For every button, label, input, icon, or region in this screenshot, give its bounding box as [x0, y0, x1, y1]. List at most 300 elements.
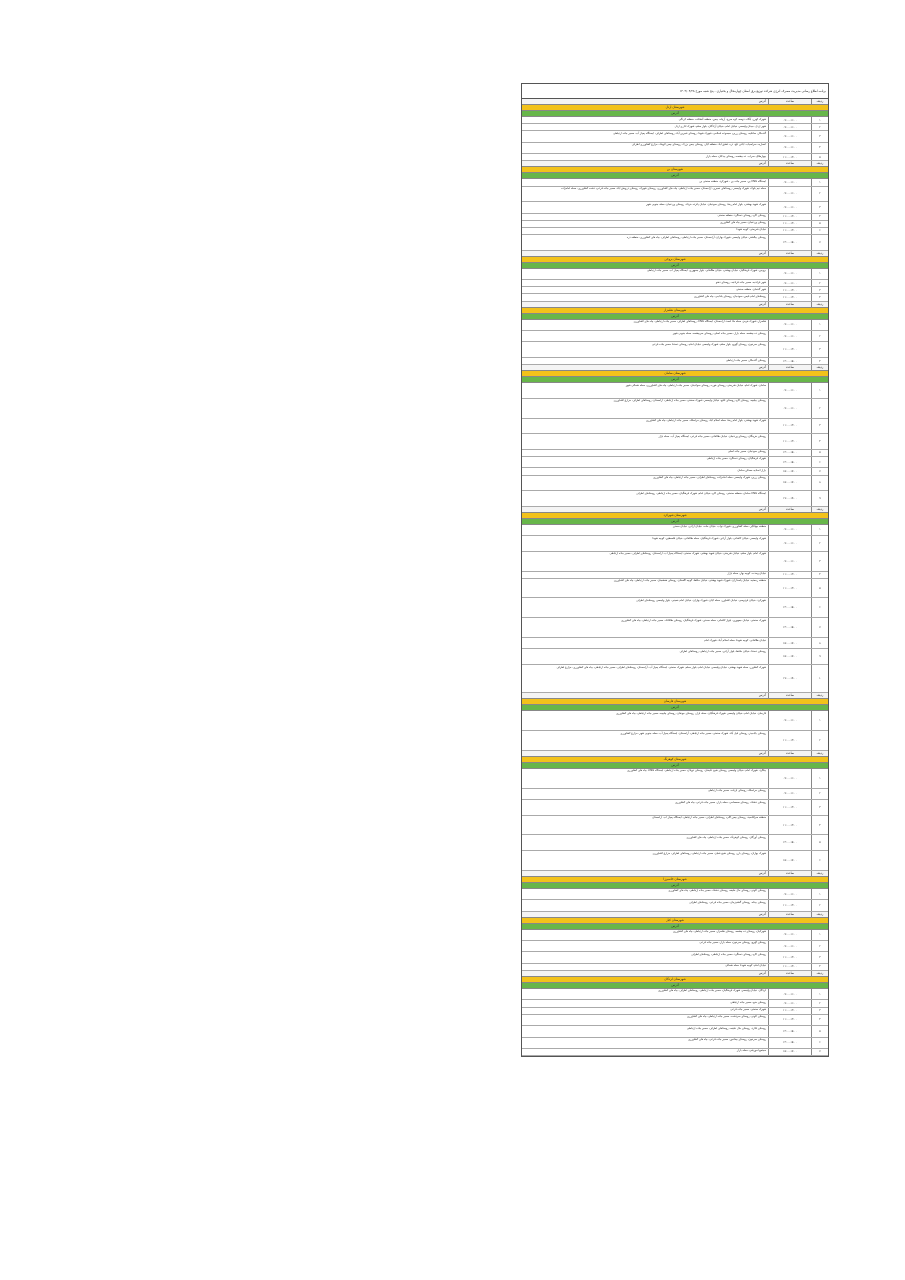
outage-time: ۱۱:۰۰-۱۳:۰۰: [768, 800, 811, 815]
address-subheader: آدرس: [522, 173, 828, 179]
affected-areas: روستاهای امام قیس، سودجان، روستای بلداجی، چاه های کشاورزی: [693, 294, 766, 298]
district-block: [522, 251, 828, 302]
table-row: [522, 131, 828, 142]
table-row: [522, 618, 828, 638]
header-row-number: ردیف: [811, 302, 828, 307]
header-row-number: ردیف: [811, 693, 828, 698]
affected-areas: روستای آلونی، روستای مال خلیفه، روستای دشتک، مسیر جاده ارتباطی، چاه های کشاورزی: [668, 889, 766, 893]
header-row-number: ردیف: [811, 871, 828, 876]
outage-time: ۱۱:۰۰-۱۳:۰۰: [768, 287, 811, 293]
table-row: [522, 579, 828, 599]
outage-time: ۰۹:۰۰-۱۱:۰۰: [768, 320, 811, 330]
outage-time: ۰۹:۰۰-۱۱:۰۰: [768, 117, 811, 123]
affected-areas: منطقه جهانگیر، محله کشاورزی، شهرک نواب، خیابان ملت، خیابان آزادی، خیابان سعدی: [672, 525, 766, 529]
outage-time: ۰۹:۰۰-۱۱:۰۰: [768, 930, 811, 940]
affected-areas: شهر فرادنبه، مسیر جاده فرادنبه، روستای دهنو: [715, 280, 766, 284]
outage-time: ۰۹:۰۰-۱۱:۰۰: [768, 143, 811, 153]
district-name: شهرستان لردگان: [522, 977, 828, 983]
affected-areas: شهر اردل، میدان ولیعصر، خیابان امام، خیابان آزادگان، بلوار معلم، شهرک اداری اردل: [674, 124, 766, 128]
district-name: شهرستان کیار: [522, 918, 828, 924]
row-number: ۱: [811, 989, 828, 999]
header-row-number: ردیف: [811, 365, 828, 370]
outage-time: ۱۵:۰۰-۱۷:۰۰: [768, 468, 811, 474]
header-area: آدرس: [758, 693, 766, 698]
affected-areas: روستای ده چشمه، محله بازار، مسیر جاده اصلی، روستای سرچشمه، محله جنوبی شهر: [672, 331, 766, 335]
affected-areas: منطقه رحمتیه، خیابان پاسداران، شهرک شهید بهشتی، خیابان حافظ، کوچه گلستان، روستای هفشجان، مسیر جاده ارتباطی، چاه های کشاورزی: [613, 579, 766, 583]
row-number: ۱: [811, 383, 828, 398]
outage-time: ۱۱:۰۰-۱۳:۰۰: [768, 342, 811, 357]
district-block: [522, 161, 828, 250]
affected-areas: روستای آورگان، روستای کوهرنگ، مسیر جاده ارتباطی، چاه های کشاورزی: [686, 835, 766, 839]
table-row: [522, 769, 828, 789]
affected-areas: مجتمع آموزشی، محله بازار: [736, 1049, 766, 1053]
row-number: ۴: [811, 964, 828, 970]
row-number: ۲: [811, 187, 828, 202]
outage-time: ۱۱:۰۰-۱۳:۰۰: [768, 952, 811, 962]
table-row: [522, 331, 828, 342]
table-row: [522, 399, 828, 419]
district-name: شهرستان بروجن: [522, 257, 828, 263]
row-number: ۵: [811, 154, 828, 160]
row-number: ۲: [811, 399, 828, 418]
header-time: ساعت: [768, 693, 811, 698]
table-row: [522, 457, 828, 468]
row-number: ۱۰: [811, 665, 828, 692]
affected-areas: روستای دستنا، خیابان حافظ، بلوار آزادی، مسیر جاده ارتباطی، روستاهای اطراف: [679, 649, 766, 653]
table-row: [522, 342, 828, 358]
affected-areas: محله نیم بلوک، شهرک ولیعصر، روستاهای نصیری، آرامستان، مسیر جاده ارتباطی، چاه های کشاورزی، روستای شهرک، روستای درویش آباد، مسیر جاده فرعی، دشت کشاورزی، محله امامزاده: [561, 187, 766, 191]
district-name: شهرستان بن: [522, 167, 828, 173]
affected-areas: روستای سودجان، مسیر جاده اصلی: [727, 450, 766, 454]
table-row: [522, 731, 828, 751]
outage-time: ۰۹:۰۰-۱۱:۰۰: [768, 525, 811, 535]
row-number: ۷: [811, 468, 828, 474]
header-row-number: ردیف: [811, 912, 828, 917]
outage-time: ۱۱:۰۰-۱۳:۰۰: [768, 731, 811, 750]
header-area: آدرس: [758, 870, 766, 875]
header-row-number: ردیف: [811, 251, 828, 256]
address-subheader: آدرس: [522, 883, 828, 889]
affected-areas: شهر گندمان، منطقه صنعتی: [736, 287, 766, 291]
address-subheader: آدرس: [522, 924, 828, 930]
outage-time: ۰۹:۰۰-۱۱:۰۰: [768, 889, 811, 899]
row-number: ۲: [811, 941, 828, 951]
table-row: [522, 214, 828, 221]
affected-areas: روستای فلارد، روستای مال خلیفه، روستاهای اطراف، مسیر جاده ارتباطی: [686, 1026, 766, 1030]
affected-areas: شهرک کهرز، آبگاه، دوسه، کوه سرخ، آرپناه، چمن، منطقه آتشکده، منطقه کردگی: [678, 117, 766, 121]
row-number: ۵: [811, 221, 828, 227]
row-number: ۴: [811, 294, 828, 300]
row-number: ۱: [811, 269, 828, 279]
table-row: [522, 187, 828, 203]
table-row: [522, 117, 828, 124]
outage-time: ۱۵:۰۰-۱۷:۰۰: [768, 1049, 811, 1055]
header-row-number: ردیف: [811, 751, 828, 756]
table-row: [522, 491, 828, 507]
header-row-number: ردیف: [811, 507, 828, 512]
outage-time: ۱۱:۰۰-۱۳:۰۰: [768, 228, 811, 234]
row-number: ۴: [811, 1015, 828, 1025]
affected-areas: لردگان، خیابان ولیعصر، شهرک فرهنگیان، مسیر جاده ارتباطی، روستاهای اطراف، چاه های کشاورزی: [657, 989, 766, 993]
table-row: [522, 572, 828, 579]
district-name: شهرستان خانمیرزا: [522, 877, 828, 883]
outage-time: ۱۱:۰۰-۱۳:۰۰: [768, 434, 811, 449]
affected-areas: انصاریه، سرآسیاب، آبادی تلخ، دره عشق آباد، منطقه کیار، روستای چمن بزرگ، روستای چمن کوچک، مزارع کشاورزی اطراف: [631, 143, 766, 147]
affected-areas: شهرک شهید بهشتی، بلوار امام رضا، محله اسلام آباد، روستای مرغملک، مسیر جاده ارتباطی، چاه های کشاورزی: [645, 419, 766, 423]
address-subheader: آدرس: [522, 705, 828, 711]
outage-time: ۱۱:۰۰-۱۳:۰۰: [768, 1015, 811, 1025]
affected-areas: گندمکار، صادقیه، روستای زرین، مجموعه اسلامی، شهرک شهدا، روستای شیرین آباد، روستاهای اطراف، ایستگاه پمپاژ آب، مسیر جاده ارتباطی: [613, 131, 766, 135]
row-number: ۷: [811, 235, 828, 250]
table-row: [522, 154, 828, 161]
outage-time: ۱۳:۰۰-۱۵:۰۰: [768, 450, 811, 456]
outage-time: ۰۹:۰۰-۱۱:۰۰: [768, 331, 811, 341]
table-row: [522, 280, 828, 287]
affected-areas: روستای هرچگان، روستای وردنجان، خیابان طالقانی، مسیر جاده فرعی، ایستگاه پمپاژ آب، محله بازار: [658, 434, 766, 438]
district-block: [522, 912, 828, 971]
affected-areas: سامان، شهرک امام، خیابان شریعتی، روستای هوره، روستای سوادجان، مسیر جاده ارتباطی، چاه های کشاورزی، محله شمالی شهر: [625, 383, 766, 387]
outage-time: ۱۵:۰۰-۱۷:۰۰: [768, 638, 811, 648]
outage-time: ۱۱:۰۰-۱۳:۰۰: [768, 221, 811, 227]
affected-areas: شهرک صنعتی، مسیر جاده فرعی: [730, 1008, 766, 1012]
row-number: ۴: [811, 434, 828, 449]
outage-schedule-table: [521, 83, 829, 1057]
district-name: شهرستان سامان: [522, 371, 828, 377]
affected-areas: روستای سرخون، روستای چغاخور، مسیر جاده فرعی، چاه های کشاورزی: [687, 1038, 766, 1041]
row-number: ۲: [811, 536, 828, 551]
district-block: [522, 751, 828, 871]
row-number: ۳: [811, 287, 828, 293]
header-time: ساعت: [768, 365, 811, 370]
affected-areas: چلگرد، شهرک امام، خیابان ولیعصر، روستای شیخ علیخان، روستای دوپلان، مسیر جاده ارتباطی، ایستگاه CNG، چاه های کشاورزی: [627, 769, 766, 773]
header-area: آدرس: [758, 970, 766, 975]
row-number: ۵: [811, 835, 828, 850]
table-row: [522, 1038, 828, 1049]
outage-time: ۰۹:۰۰-۱۱:۰۰: [768, 202, 811, 212]
outage-time: ۱۳:۰۰-۱۵:۰۰: [768, 1038, 811, 1048]
header-time: ساعت: [768, 99, 811, 104]
row-number: ۵: [811, 450, 828, 456]
district-block: [522, 99, 828, 161]
table-row: [522, 269, 828, 280]
affected-areas: شهرکیان، روستای ده چشمه، روستای شلمزار، مسیر جاده ارتباطی، چاه های کشاورزی: [672, 930, 766, 934]
outage-time: ۱۱:۰۰-۱۳:۰۰: [768, 419, 811, 434]
outage-time: ۱۳:۰۰-۱۵:۰۰: [768, 835, 811, 850]
table-row: [522, 1026, 828, 1037]
affected-areas: روستای سرخون، روستای گهرو، بلوار معلم، شهرک ولیعصر، خیابان امام، روستای دستنا، مسیر جاده فرعی: [652, 342, 766, 346]
row-number: ۶: [811, 457, 828, 467]
row-number: ۱: [811, 117, 828, 123]
table-row: [522, 228, 828, 235]
address-subheader: آدرس: [522, 519, 828, 525]
table-row: [522, 468, 828, 475]
outage-time: ۰۹:۰۰-۱۱:۰۰: [768, 989, 811, 999]
row-number: ۱: [811, 525, 828, 535]
district-name: شهرستان شلمزار: [522, 308, 828, 314]
affected-areas: شهرک صنعتی، خیابان جمهوری، بلوار کاشانی، محله سعدی، شهرک فرهنگیان، روستای طاقانک، مسیر جاده ارتباطی، چاه های کشاورزی: [620, 618, 766, 622]
row-number: ۲: [811, 731, 828, 750]
header-time: ساعت: [768, 751, 811, 756]
table-row: [522, 434, 828, 450]
table-row: [522, 1015, 828, 1026]
schedule-body: [522, 99, 828, 1056]
table-row: [522, 450, 828, 457]
affected-areas: شلمزار، شهرک هرمز، محله ملا احمد، آرامستان، ایستگاه CNG، روستاهای اطراف، مسیر جاده ارتباطی، چاه های کشاورزی: [633, 320, 766, 324]
outage-time: ۰۹:۰۰-۱۱:۰۰: [768, 280, 811, 286]
header-time: ساعت: [768, 161, 811, 166]
affected-areas: بروجن، شهرک فرهنگیان، خیابان بهشتی، خیابان طالقانی، بلوار جمهوری، ایستگاه پمپاژ آب، مسیر جاده ارتباطی: [647, 269, 766, 273]
row-number: ۱: [811, 930, 828, 940]
outage-time: ۱۱:۰۰-۱۳:۰۰: [768, 579, 811, 598]
row-number: ۲: [811, 1000, 828, 1006]
header-area: آدرس: [758, 161, 766, 166]
outage-time: ۱۵:۰۰-۱۷:۰۰: [768, 476, 811, 491]
address-subheader: آدرس: [522, 111, 828, 117]
table-row: [522, 638, 828, 649]
district-name: شهرستان فارسان: [522, 699, 828, 705]
header-area: آدرس: [758, 506, 766, 511]
row-number: ۴: [811, 214, 828, 220]
district-name: شهرستان اردل: [522, 105, 828, 111]
affected-areas: روستای کاج، روستای دستگرد، منطقه صنعتی: [717, 214, 766, 218]
row-number: ۶: [811, 598, 828, 617]
affected-areas: شهرک کشاورز، محله شهید بهشتی، خیابان ولیعصر، خیابان امام، بلوار معلم، شهرک صنعتی، ایستگاه پمپاژ آب، آرامستان، روستاهای اطراف، مسیر جاده ارتباطی، چاه های کشاورزی، مزارع اطراف: [556, 665, 766, 669]
outage-time: ۰۹:۰۰-۱۱:۰۰: [768, 711, 811, 730]
row-number: ۲: [811, 331, 828, 341]
row-number: ۳: [811, 952, 828, 962]
table-row: [522, 202, 828, 213]
table-row: [522, 287, 828, 294]
affected-areas: چهارطاق، سراب، ده چشمه، روستای بیدکان، محله بازار: [705, 154, 766, 158]
table-row: [522, 221, 828, 228]
district-block: [522, 507, 828, 694]
outage-time: ۱۱:۰۰-۱۳:۰۰: [768, 154, 811, 160]
affected-areas: روستای چلیچه، روستای کاج، روستای نافچ، خیابان ولیعصر، شهرک صنعتی، مسیر جاده ارتباطی، آرامستان، روستاهای اطراف، مزارع کشاورزی: [613, 399, 766, 403]
district-name: شهرستان شهرکرد: [522, 513, 828, 519]
outage-time: ۰۹:۰۰-۱۱:۰۰: [768, 399, 811, 418]
table-row: [522, 900, 828, 911]
row-number: ۶: [811, 228, 828, 234]
outage-time: ۰۹:۰۰-۱۱:۰۰: [768, 552, 811, 571]
header-time: ساعت: [768, 251, 811, 256]
row-number: ۲: [811, 789, 828, 799]
outage-time: ۰۹:۰۰-۱۱:۰۰: [768, 187, 811, 202]
table-row: [522, 235, 828, 251]
table-row: [522, 835, 828, 851]
table-row: [522, 143, 828, 154]
row-number: ۱: [811, 769, 828, 788]
row-number: ۳: [811, 131, 828, 141]
table-row: [522, 789, 828, 800]
affected-areas: منطقه سرآقاسید، روستای چمن گلی، روستاهای اطراف، مسیر جاده ارتباطی، ایستگاه پمپاژ آب، آرامستان: [652, 816, 766, 820]
row-number: ۸: [811, 638, 828, 648]
affected-areas: شهرک فرهنگیان، روستای دستگرد، مسیر جاده ارتباطی: [706, 457, 766, 461]
row-number: ۵: [811, 579, 828, 598]
row-number: ۳: [811, 552, 828, 571]
table-row: [522, 179, 828, 186]
address-subheader: آدرس: [522, 377, 828, 383]
table-row: [522, 525, 828, 536]
row-number: ۹: [811, 491, 828, 506]
row-number: ۲: [811, 280, 828, 286]
outage-time: ۱۱:۰۰-۱۳:۰۰: [768, 900, 811, 910]
affected-areas: روستای مرغملک، روستای بازفت، مسیر جاده ارتباطی: [708, 789, 766, 793]
table-row: [522, 1049, 828, 1056]
header-time: ساعت: [768, 912, 811, 917]
header-row-number: ردیف: [811, 161, 828, 166]
affected-areas: روستای دشتک، روستای صمصامی، محله بازار، مسیر جاده فرعی، چاه های کشاورزی: [674, 800, 766, 804]
outage-time: ۱۳:۰۰-۱۵:۰۰: [768, 358, 811, 364]
table-row: [522, 989, 828, 1000]
table-row: [522, 320, 828, 331]
address-subheader: آدرس: [522, 263, 828, 269]
document-title: برنامه اطلاع رسانی مدیریت مصرف انرژی شرکت توزیع برق استان چهارمحال و بختیاری - پنج شنبه مورخ ۱۴۰۳/۰۴/۲۸: [522, 84, 828, 99]
affected-areas: فارسان، خیابان امام، خیابان ولیعصر، شهرک فرهنگیان، محله بازار، روستای جونقان، روستای چلیچه، مسیر جاده ارتباطی، چاه های کشاورزی: [616, 711, 766, 715]
header-area: آدرس: [758, 250, 766, 255]
row-number: ۳: [811, 1008, 828, 1014]
affected-areas: روستای چالشتر، خیابان ولیعصر، شهرک بهاران، آرامستان، مسیر جاده ارتباطی، روستاهای اطراف، چاه های کشاورزی، منطقه دره: [626, 235, 766, 239]
affected-areas: خیابان امام، کوچه شهدا، محله شمالی: [725, 964, 766, 968]
address-subheader: آدرس: [522, 983, 828, 989]
affected-areas: روستای کاج، روستای دستگرد، مسیر جاده ارتباطی، روستاهای اطراف: [691, 952, 766, 956]
table-row: [522, 536, 828, 552]
affected-areas: ایستگاه CNG سامان، منطقه صنعتی، روستای کاج، خیابان امام، شهرک فرهنگیان، مسیر جاده ارتباطی، روستاهای اطراف: [636, 491, 766, 495]
table-row: [522, 294, 828, 301]
outage-time: ۰۹:۰۰-۱۱:۰۰: [768, 536, 811, 551]
affected-areas: ایستگاه CNG بن، مسیر جاده بن - شهرکرد، منطقه صنعتی بن: [699, 179, 766, 183]
table-row: [522, 124, 828, 131]
affected-areas: روستای آلونی، روستای سردشت، مسیر جاده ارتباطی، چاه های کشاورزی: [686, 1015, 766, 1019]
affected-areas: شهرک ولیعصر، خیابان کاشانی، بلوار آزادی، شهرک فرهنگیان، محله طالقانی، خیابان فلسطین، کوچه شهدا: [652, 536, 766, 540]
district-block: [522, 971, 828, 1056]
table-row: [522, 358, 828, 365]
header-area: آدرس: [758, 911, 766, 916]
table-row: [522, 851, 828, 871]
table-row: [522, 419, 828, 435]
affected-areas: شهرکرد، خیابان فردوسی، خیابان کشاورز، محله کیان، شهرک بهاران، خیابان امام خمینی، بلوار ولیعصر، روستاهای اطراف: [636, 598, 766, 602]
outage-time: ۱۱:۰۰-۱۳:۰۰: [768, 294, 811, 300]
outage-time: ۰۹:۰۰-۱۱:۰۰: [768, 383, 811, 398]
outage-time: ۰۹:۰۰-۱۱:۰۰: [768, 789, 811, 799]
table-row: [522, 383, 828, 399]
outage-time: ۱۳:۰۰-۱۵:۰۰: [768, 235, 811, 250]
outage-time: ۱۱:۰۰-۱۳:۰۰: [768, 1008, 811, 1014]
affected-areas: شهرک شهید بهشتی، بلوار امام رضا، روستای سودجان، خیابان پانزده خرداد، روستای وردنجان، محله جنوبی شهر: [646, 202, 766, 206]
affected-areas: بازار اتحادیه مسکن سامان: [737, 468, 766, 472]
outage-time: ۱۵:۰۰-۱۷:۰۰: [768, 649, 811, 664]
table-row: [522, 1000, 828, 1007]
affected-areas: روستای گندمکار، مسیر جاده ارتباطی: [726, 358, 766, 362]
header-time: ساعت: [768, 302, 811, 307]
row-number: ۲: [811, 124, 828, 130]
affected-areas: روستای بیدله، روستای گشنیزجان، مسیر جاده فرعی، روستاهای اطراف: [689, 900, 766, 904]
affected-areas: روستای گهرو، روستای سرخون، محله بازار، مسیر جاده فرعی: [699, 941, 766, 945]
affected-areas: شهرک بهاران، روستای بارز، روستای شیخ شبان، مسیر جاده ارتباطی، روستاهای اطراف، مزارع کشاورزی: [652, 851, 766, 855]
district-block: [522, 871, 828, 912]
row-number: ۴: [811, 143, 828, 153]
header-area: آدرس: [758, 301, 766, 306]
row-number: ۱: [811, 320, 828, 330]
row-number: ۱: [811, 179, 828, 185]
outage-time: ۱۳:۰۰-۱۵:۰۰: [768, 598, 811, 617]
row-number: ۶: [811, 851, 828, 870]
row-number: ۳: [811, 419, 828, 434]
table-row: [522, 665, 828, 693]
row-number: ۴: [811, 358, 828, 364]
outage-time: ۱۱:۰۰-۱۳:۰۰: [768, 816, 811, 835]
header-row-number: ردیف: [811, 971, 828, 976]
table-row: [522, 941, 828, 952]
outage-time: ۱۱:۰۰-۱۳:۰۰: [768, 214, 811, 220]
address-subheader: آدرس: [522, 763, 828, 769]
district-name: شهرستان کوهرنگ: [522, 757, 828, 763]
affected-areas: روستای باباحیدر، روستای فیل آباد، شهرک صنعتی، مسیر جاده ارتباطی، آرامستان، ایستگاه پمپاژ آب، محله جنوبی شهر، مزارع کشاورزی: [620, 731, 766, 735]
district-block: [522, 302, 828, 366]
table-row: [522, 964, 828, 971]
outage-time: ۰۹:۰۰-۱۱:۰۰: [768, 131, 811, 141]
header-time: ساعت: [768, 971, 811, 976]
affected-areas: شهرک امام، بلوار معلم، خیابان شریعتی، خیابان شهید بهشتی، شهرک صنعتی، ایستگاه پمپاژ آب، آرامستان، روستاهای اطراف، مسیر جاده ارتباطی: [609, 552, 766, 556]
header-time: ساعت: [768, 507, 811, 512]
table-row: [522, 930, 828, 941]
affected-areas: روستای زرین، شهرک ولیعصر، محله امامزاده، روستاهای اطراف، مسیر جاده ارتباطی، چاه های کشاورزی: [653, 476, 766, 480]
row-number: ۸: [811, 476, 828, 491]
outage-time: ۰۹:۰۰-۱۱:۰۰: [768, 124, 811, 130]
table-row: [522, 800, 828, 816]
table-row: [522, 649, 828, 665]
affected-areas: روستای وردنجان، مسیر چاه های کشاورزی: [720, 221, 766, 225]
outage-time: ۱۳:۰۰-۱۵:۰۰: [768, 618, 811, 637]
outage-time: ۰۹:۰۰-۱۱:۰۰: [768, 1000, 811, 1006]
outage-time: ۱۵:۰۰-۱۷:۰۰: [768, 851, 811, 870]
row-number: ۲: [811, 900, 828, 910]
row-number: ۶: [811, 1038, 828, 1048]
row-number: ۳: [811, 800, 828, 815]
table-row: [522, 952, 828, 963]
row-number: ۱: [811, 711, 828, 730]
row-number: ۵: [811, 1026, 828, 1036]
row-number: ۷: [811, 1049, 828, 1055]
table-row: [522, 711, 828, 731]
row-number: ۹: [811, 649, 828, 664]
outage-time: ۱۱:۰۰-۱۳:۰۰: [768, 572, 811, 578]
table-row: [522, 816, 828, 836]
affected-areas: روستای منج، مسیر جاده ارتباطی: [730, 1000, 766, 1004]
district-block: [522, 693, 828, 751]
header-area: آدرس: [758, 99, 766, 103]
table-row: [522, 476, 828, 492]
outage-time: ۱۷:۰۰-۱۹:۰۰: [768, 665, 811, 692]
row-number: ۷: [811, 618, 828, 637]
table-row: [522, 552, 828, 572]
row-number: ۳: [811, 342, 828, 357]
header-area: آدرس: [758, 750, 766, 755]
table-row: [522, 1008, 828, 1015]
outage-time: ۱۱:۰۰-۱۳:۰۰: [768, 964, 811, 970]
table-row: [522, 889, 828, 900]
header-row-number: ردیف: [811, 99, 828, 104]
row-number: ۳: [811, 202, 828, 212]
row-number: ۱: [811, 889, 828, 899]
outage-time: ۰۹:۰۰-۱۱:۰۰: [768, 269, 811, 279]
outage-time: ۰۹:۰۰-۱۱:۰۰: [768, 179, 811, 185]
affected-areas: خیابان طالقانی، کوچه شهدا، محله اسلام آباد، شهرک امام: [704, 638, 766, 642]
outage-time: ۱۷:۰۰-۱۹:۰۰: [768, 491, 811, 506]
address-subheader: آدرس: [522, 314, 828, 320]
outage-time: ۱۳:۰۰-۱۵:۰۰: [768, 457, 811, 467]
row-number: ۴: [811, 816, 828, 835]
table-row: [522, 598, 828, 618]
